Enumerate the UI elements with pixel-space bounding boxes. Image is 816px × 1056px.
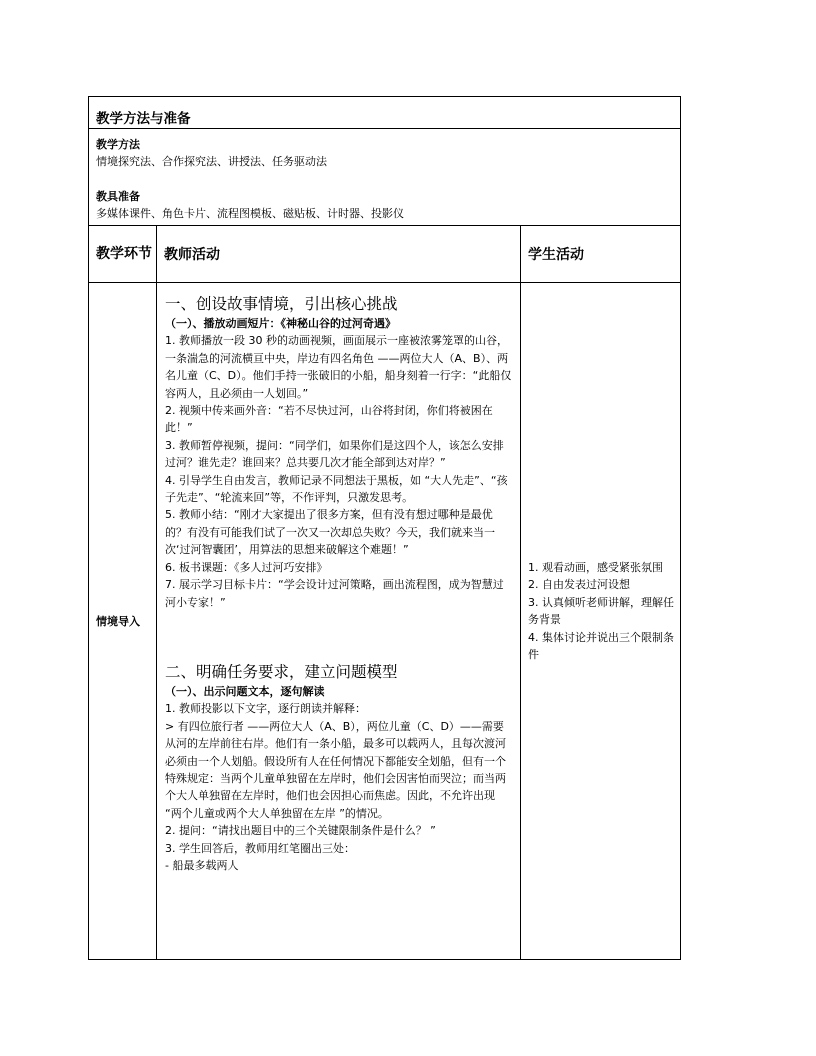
tools-label: 教具准备 — [96, 190, 140, 203]
section2-item: 3. 学生回答后，教师用红笔圈出三处： — [165, 841, 355, 855]
section2-item: - 船最多载两人 — [165, 858, 239, 872]
section1-title: 一、创设故事情境，引出核心挑战 — [165, 295, 398, 313]
section1-subtitle: （一）、播放动画短片：《神秘山谷的过河奇遇》 — [165, 317, 396, 330]
section1-item: 1. 教师播放一段 30 秒的动画视频，画面展示一座被浓雾笼罩的山谷，一条湍急的河流横亘中央，岸边有四名角色 ——两位大人（A、B）、两名儿童（C、D）。他们手持一张破旧的小船，船身刻着一行字：“此船仅容两人，且必须由一人划回。” — [165, 334, 512, 400]
section1-item: 4. 引导学生自由发言，教师记录不同想法于黑板，如 “大人先走”、“孩子先走”、“轮流来回”等，不作评判，只激发思考。 — [165, 473, 508, 505]
student-column-header: 学生活动 — [521, 226, 681, 283]
methods-section-title: 教学方法与准备 — [89, 97, 681, 129]
section2-subtitle: （一）、出示问题文本，逐句解读 — [165, 684, 325, 698]
section1-item: 2. 视频中传来画外音：“若不尽快过河，山谷将封闭，你们将被困在此！” — [165, 404, 493, 435]
tools-text: 多媒体课件、角色卡片、流程图模板、磁贴板、计时器、投影仪 — [96, 207, 404, 220]
student-item: 4. 集体讨论并说出三个限制条件 — [528, 630, 674, 662]
student-item: 3. 认真倾听老师讲解，理解任务背景 — [528, 595, 674, 627]
section2-item: 2. 提问：“请找出题目中的三个关键限制条件是什么？ ” — [165, 824, 436, 838]
teacher-activity-cell — [157, 283, 521, 960]
section2-item: 1. 教师投影以下文字，逐行朗读并解释： — [165, 702, 366, 716]
section1-item: 6. 板书课题：《多人过河巧安排》 — [165, 560, 328, 574]
section1-item: 5. 教师小结：“刚才大家提出了很多方案，但有没有想过哪种是最优的？有没有可能我们试了一次又一次却总失败？今天，我们就来当一次‘过河智囊团’，用算法的思想来破解这个难题！” — [165, 508, 495, 557]
section1-item: 7. 展示学习目标卡片：“学会设计过河策略，画出流程图，成为智慧过河小专家！” — [165, 578, 504, 609]
student-item: 2. 自由发表过河设想 — [528, 578, 630, 592]
section2-item: > 有四位旅行者 ——两位大人（A、B），两位儿童（C、D）——需要从河的左岸前往右岸。他们有一条小船，最多可以载两人，且每次渡河必须由一个人划船。假设所有人在任何情况下都能安全划船，但有一个特殊规定：当两个儿童单独留在左岸时，他们会因害怕而哭泣；而当两个大人单独留在左岸时，他们也会因担心而焦虑。因此，不允许出现 “两个儿童或两个大人单独留在左岸 ”的情况。 — [165, 719, 506, 820]
method-label: 教学方法 — [96, 138, 140, 151]
stage-column-header: 教学环节 — [89, 226, 157, 283]
teacher-column-header: 教师活动 — [157, 226, 521, 283]
lesson-plan-page — [88, 96, 680, 957]
method-text: 情境探究法、合作探究法、讲授法、任务驱动法 — [96, 155, 327, 168]
methods-preparation-cell — [89, 129, 681, 226]
section2-title: 二、明确任务要求，建立问题模型 — [165, 662, 398, 681]
student-item: 1. 观看动画，感受紧张氛围 — [528, 561, 663, 574]
section1-item: 3. 教师暂停视频，提问：“同学们，如果你们是这四个人，该怎么安排过河？谁先走？谁回来？总共要几次才能全部到达对岸？” — [165, 438, 504, 470]
student-activity-cell — [521, 283, 681, 960]
stage-cell: 情境导入 — [89, 283, 157, 960]
lesson-plan-table — [88, 96, 681, 960]
